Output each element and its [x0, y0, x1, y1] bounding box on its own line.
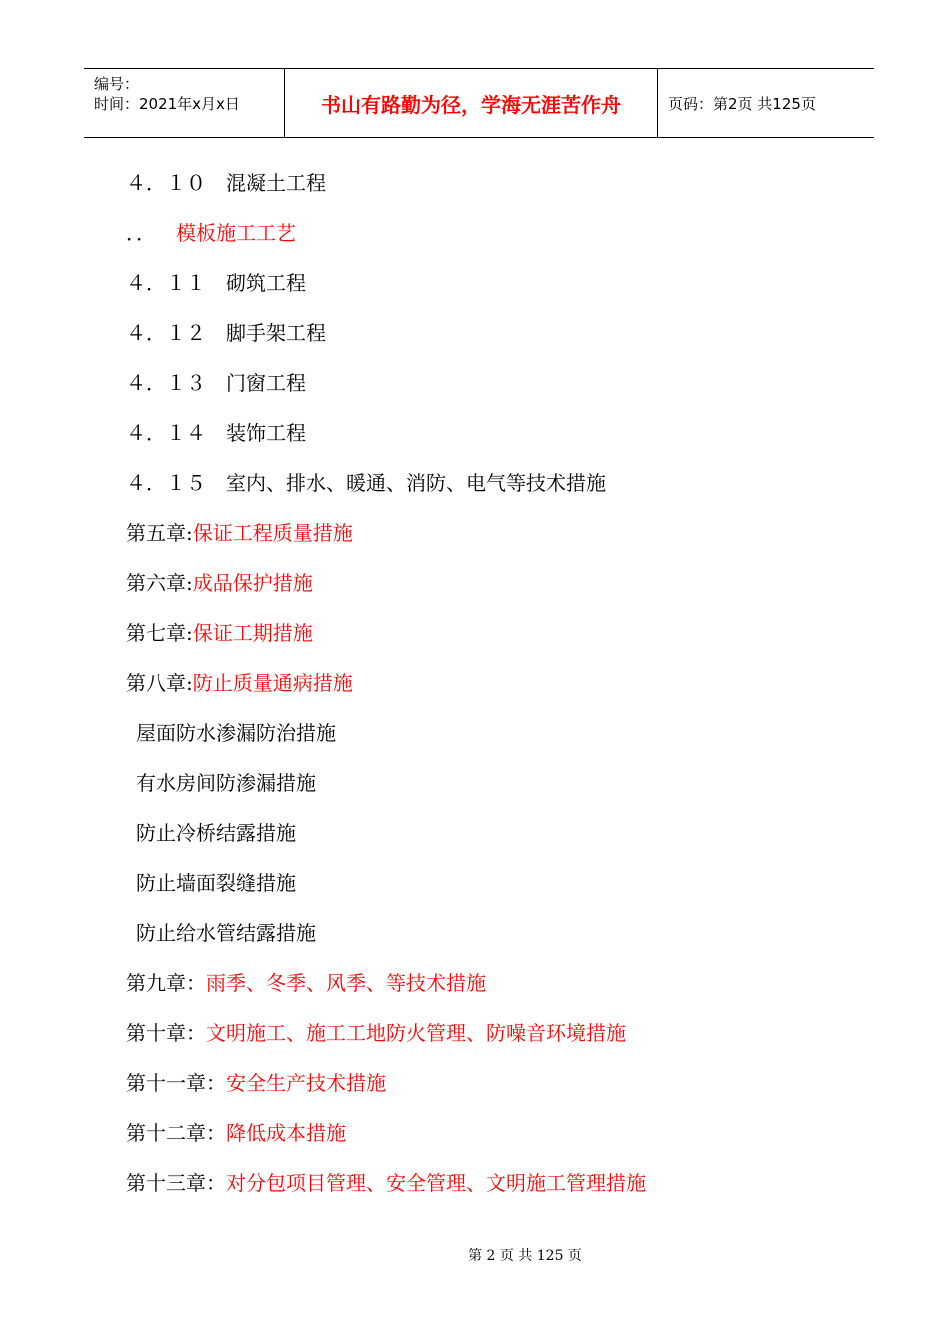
- chapter-title: 安全生产技术措施: [226, 1071, 386, 1095]
- toc-chapter-9: [126, 971, 486, 995]
- toc-subitem: 有水房间防渗漏措施: [136, 771, 316, 795]
- chapter-title: 防止质量通病措施: [192, 671, 353, 695]
- toc-item-number: ４．１０: [126, 171, 206, 195]
- page-footer: 第 2 页 共 125 页: [468, 1248, 582, 1264]
- toc-item-text: 装饰工程: [226, 421, 306, 445]
- toc-item-text: 室内、排水、暖通、消防、电气等技术措施: [226, 471, 606, 495]
- toc-item-formwork: [126, 221, 296, 245]
- document-time: 时间：2021年x月x日: [94, 95, 240, 113]
- document-number: 编号：: [94, 75, 140, 93]
- toc-subitem: 防止冷桥结露措施: [136, 821, 296, 845]
- header-page-cell: [658, 69, 874, 137]
- toc-chapter-7: [126, 621, 313, 645]
- chapter-label: 第六章:: [126, 571, 193, 595]
- toc-item-number: ４．１５: [126, 471, 206, 495]
- toc-item-4-11: [126, 271, 306, 295]
- chapter-title: 降低成本措施: [226, 1121, 346, 1145]
- chapter-label: 第五章:: [126, 521, 193, 545]
- header-page-info: 页码：第2页 共125页: [668, 94, 816, 113]
- toc-chapter-5: [126, 521, 353, 545]
- toc-chapter-6: [126, 571, 313, 595]
- toc-item-text: 门窗工程: [226, 371, 306, 395]
- chapter-label: 第十三章：: [126, 1171, 226, 1195]
- chapter-label: 第八章:: [126, 671, 193, 695]
- toc-subitem: 防止给水管结露措施: [136, 921, 316, 945]
- toc-item-text: 脚手架工程: [226, 321, 326, 345]
- chapter-title: 保证工程质量措施: [192, 521, 353, 545]
- toc-item-4-12: [126, 321, 326, 345]
- toc-item-number: ４．１２: [126, 321, 206, 345]
- toc-item-text: 混凝土工程: [226, 171, 326, 195]
- chapter-label: 第十二章：: [126, 1121, 226, 1145]
- toc-item-number: ４．１４: [126, 421, 206, 445]
- page-header: [84, 68, 874, 138]
- toc-chapter-8: [126, 671, 353, 695]
- chapter-label: 第十一章：: [126, 1071, 226, 1095]
- toc-subitem: 屋面防水渗漏防治措施: [136, 721, 336, 745]
- toc-chapter-12: [126, 1121, 346, 1145]
- toc-item-4-15: [126, 471, 606, 495]
- toc-chapter-13: [126, 1171, 646, 1195]
- toc-chapter-10: [126, 1021, 626, 1045]
- toc-item-4-14: [126, 421, 306, 445]
- chapter-title: 对分包项目管理、安全管理、文明施工管理措施: [226, 1171, 646, 1195]
- toc-item-number: ４．１３: [126, 371, 206, 395]
- toc-chapter-11: [126, 1071, 386, 1095]
- header-motto: 书山有路勤为径，学海无涯苦作舟: [321, 92, 621, 117]
- toc-subitem: 防止墙面裂缝措施: [136, 871, 296, 895]
- chapter-title: 保证工期措施: [192, 621, 313, 645]
- toc-item-text: 砌筑工程: [226, 271, 306, 295]
- chapter-title: 成品保护措施: [192, 571, 313, 595]
- chapter-title: 雨季、冬季、风季、等技术措施: [206, 971, 486, 995]
- toc-item-text: 模板施工工艺: [176, 221, 296, 245]
- chapter-title: 文明施工、施工工地防火管理、防噪音环境措施: [206, 1021, 626, 1045]
- chapter-label: 第九章：: [126, 971, 206, 995]
- header-motto-cell: [285, 69, 658, 137]
- toc-item-4-10: [126, 171, 326, 195]
- toc-item-4-13: [126, 371, 306, 395]
- chapter-label: 第十章：: [126, 1021, 206, 1045]
- header-meta-cell: [84, 69, 285, 137]
- toc-item-number: ．．: [126, 221, 156, 245]
- toc-item-number: ４．１１: [126, 271, 206, 295]
- chapter-label: 第七章:: [126, 621, 193, 645]
